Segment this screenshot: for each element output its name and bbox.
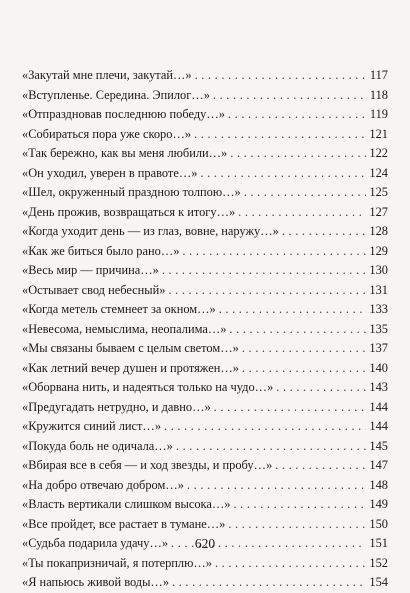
dot-leader: [213, 86, 367, 106]
toc-entry: [22, 300, 388, 320]
toc-entry-title: «Когда метель стемнеет за окном…»: [22, 302, 216, 316]
toc-entry: [22, 105, 388, 125]
toc-entry-page: 144: [369, 419, 388, 433]
dot-leader: [187, 476, 366, 496]
dot-leader: [215, 554, 366, 574]
dot-leader: [233, 495, 366, 515]
toc-entry-title: «Так бережно, как вы меня любили…»: [22, 146, 228, 160]
toc-entry: [22, 554, 388, 574]
toc-entry-title: «Как же биться было рано…»: [22, 243, 180, 258]
toc-entry: [22, 203, 388, 223]
toc-entry-page: 154: [369, 575, 388, 589]
dot-leader: [238, 203, 366, 223]
toc-entry-title: «Все пройдет, все растает в тумане…»: [22, 516, 226, 531]
toc-entry-title: «Как летний вечер душен и протяжен…»: [22, 360, 239, 375]
toc-entry: [22, 359, 388, 379]
toc-entry: [22, 515, 388, 535]
toc-entry-page: 147: [369, 458, 388, 472]
toc-entry: [22, 476, 388, 496]
toc-entry-page: 131: [369, 282, 388, 297]
toc-entry-page: 124: [369, 165, 388, 180]
dot-leader: [162, 261, 367, 281]
dot-leader: [228, 515, 366, 535]
toc-entry-page: 121: [369, 126, 388, 141]
toc-entry: [22, 281, 388, 301]
toc-entry: [22, 86, 388, 106]
dot-leader: [228, 105, 367, 125]
toc-entry-page: 149: [369, 497, 388, 511]
toc-entry: [22, 320, 388, 340]
toc-entry-page: 125: [369, 185, 388, 199]
toc-entry: [22, 144, 388, 164]
dot-leader: [194, 125, 366, 145]
toc-entry-page: 144: [369, 399, 388, 414]
toc-entry: [22, 222, 388, 242]
toc-entry-title: «Покуда боль не одичала…»: [22, 438, 173, 453]
table-of-contents: [22, 66, 388, 593]
toc-entry-title: «Кружится синий лист…»: [22, 419, 162, 433]
toc-entry-page: 130: [369, 263, 388, 277]
toc-entry: [22, 398, 388, 418]
toc-entry: [22, 378, 388, 398]
dot-leader: [168, 281, 366, 301]
toc-entry-page: 151: [369, 536, 388, 550]
toc-entry: [22, 125, 388, 145]
dot-leader: [195, 66, 367, 86]
toc-entry-page: 118: [369, 87, 388, 102]
toc-entry-title: «Я напьюсь живой воды…»: [22, 575, 170, 589]
toc-entry-page: 148: [369, 477, 388, 492]
toc-entry-title: «Он уходил, уверен в правоте…»: [22, 165, 198, 180]
dot-leader: [176, 437, 367, 457]
toc-entry-page: 122: [369, 146, 388, 160]
toc-entry-title: «Власть вертикали слишком высока…»: [22, 497, 231, 511]
dot-leader: [242, 359, 366, 379]
dot-leader: [214, 398, 367, 418]
dot-leader: [200, 164, 366, 184]
toc-entry: [22, 495, 388, 515]
toc-entry-page: 150: [369, 516, 388, 531]
toc-entry: [22, 66, 388, 86]
dot-leader: [282, 222, 367, 242]
toc-entry-page: 128: [369, 224, 388, 238]
toc-entry: [22, 339, 388, 359]
dot-leader: [229, 320, 366, 340]
toc-entry-page: 145: [369, 438, 388, 453]
toc-entry-title: «Закутай мне плечи, закутай…»: [22, 68, 192, 82]
dot-leader: [219, 300, 367, 320]
dot-leader: [242, 339, 367, 359]
toc-entry-title: «Весь мир — причина…»: [22, 263, 159, 277]
toc-entry: [22, 261, 388, 281]
toc-entry: [22, 242, 388, 262]
page-number: 620: [194, 536, 216, 551]
toc-entry-title: «Когда уходит день — из глаз, вовне, наружу…»: [22, 224, 279, 238]
toc-entry: [22, 417, 388, 437]
toc-entry-title: «Отпраздновав последнюю победу…»: [22, 107, 225, 121]
toc-entry: [22, 183, 388, 203]
toc-entry-title: «На добро отвечаю добром…»: [22, 477, 184, 492]
toc-entry-page: 143: [369, 380, 388, 394]
toc-entry-title: «Оборвана нить, и надеяться только на чудо…»: [22, 380, 274, 394]
toc-entry-page: 137: [369, 341, 388, 355]
toc-entry-page: 117: [369, 68, 388, 82]
toc-entry-page: 119: [369, 107, 388, 121]
dot-leader: [182, 242, 366, 262]
dot-leader: [164, 417, 366, 437]
toc-entry-page: 135: [369, 321, 388, 336]
toc-entry-title: «Мы связаны бываем с целым светом…»: [22, 341, 239, 355]
toc-entry-title: «Собираться пора уже скоро…»: [22, 126, 192, 141]
toc-entry-title: «Судьба подарила удачу…»: [22, 536, 169, 550]
toc-entry-page: 152: [369, 555, 388, 570]
toc-entry: [22, 164, 388, 184]
toc-entry-title: «Остывает свод небесный»: [22, 282, 166, 297]
toc-entry-title: «Ты покапризничай, я потерплю…»: [22, 555, 212, 570]
dot-leader: [275, 456, 366, 476]
toc-entry-title: «Невесома, немыслима, неопалима…»: [22, 321, 227, 336]
dot-leader: [276, 378, 366, 398]
dot-leader: [244, 183, 367, 203]
toc-entry-title: «Шел, окруженный праздною толпою…»: [22, 185, 241, 199]
toc-entry-page: 140: [369, 360, 388, 375]
toc-entry-title: «Предугадать нетрудно, и давно…»: [22, 399, 211, 414]
toc-entry-page: 133: [369, 302, 388, 316]
toc-entry: [22, 437, 388, 457]
toc-entry-title: «Вступленье. Середина. Эпилог…»: [22, 87, 210, 102]
toc-entry-title: «День прожив, возвращаться к итогу…»: [22, 204, 236, 219]
toc-entry-page: 127: [369, 204, 388, 219]
dot-leader: [230, 144, 366, 164]
toc-entry: [22, 456, 388, 476]
toc-entry-title: «Вбирая все в себя — и ход звезды, и пробу…»: [22, 458, 273, 472]
toc-entry-page: 129: [369, 243, 388, 258]
